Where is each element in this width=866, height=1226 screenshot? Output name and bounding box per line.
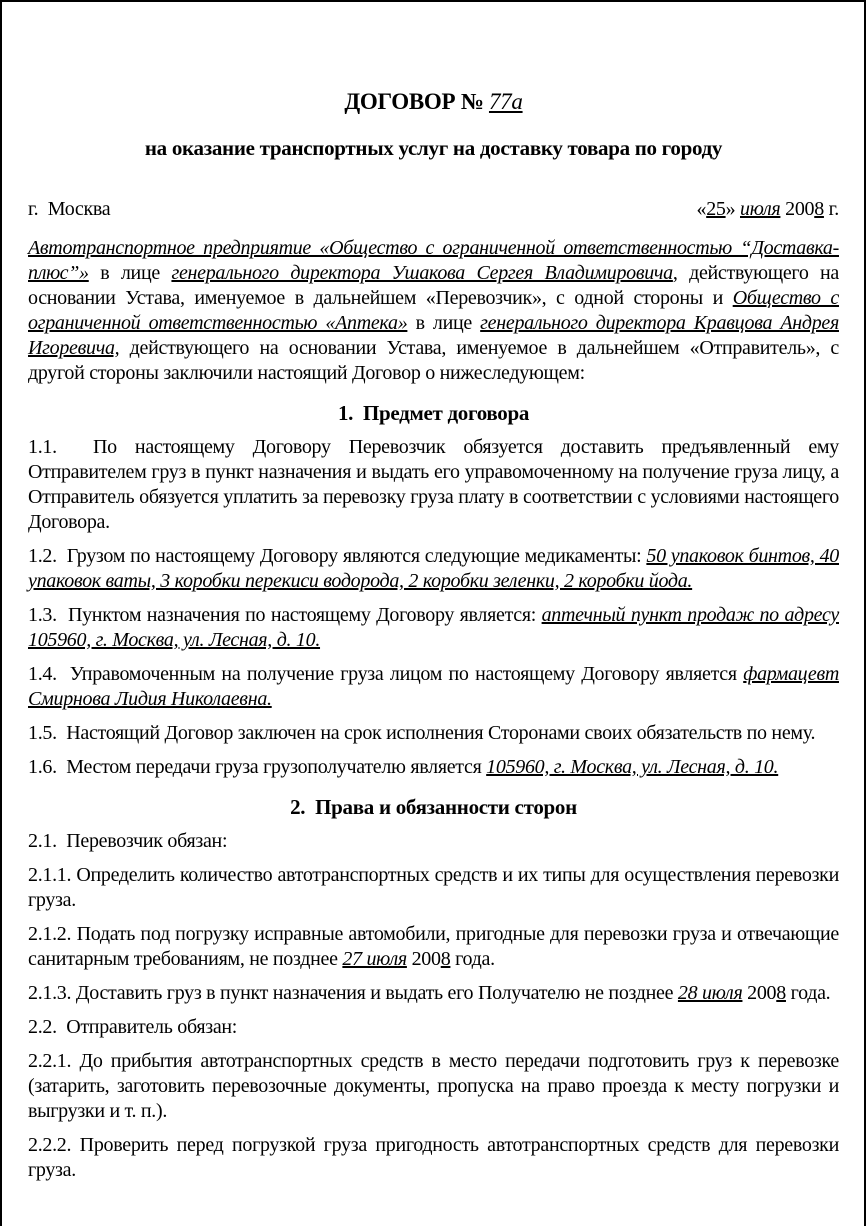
clause-1-3 bbox=[28, 603, 839, 653]
city-label: г. Москва bbox=[28, 198, 111, 220]
section-1-heading: 1. Предмет договора bbox=[337, 401, 530, 425]
text-segment: Проверить перед погрузкой груза пригодность автотранспортных средств для перевозки груза. bbox=[28, 1134, 839, 1181]
text-segment: Определить количество автотранспортных средств и их типы для осуществления перевозки груза. bbox=[28, 864, 839, 911]
clause-1-5 bbox=[28, 721, 839, 746]
text-segment: » bbox=[725, 198, 740, 220]
text-segment: До прибытия автотранспортных средств в место передачи подготовить груз к перевозке (затарить, заготовить перевозочные документы, пропуска на право проезда к месту погрузки и выгрузки и т. п.). bbox=[28, 1050, 840, 1122]
clause-2-2-1 bbox=[28, 1049, 839, 1124]
text-segment: 50 упаковок бинтов, 40 упаковок ваты, 3 коробки перекиси водорода, 2 коробки зеленки, 2 коробки йода. bbox=[28, 545, 839, 592]
text-segment: фармацевт Смирнова Лидия Николаевна. bbox=[28, 663, 839, 710]
text-segment: Подать под погрузку исправные автомобили, пригодные для перевозки груза и отвечающие санитарным требованиям, не позднее bbox=[28, 923, 839, 970]
clause-number: 1.1. bbox=[28, 436, 75, 458]
preamble-paragraph bbox=[28, 236, 839, 386]
document-subtitle: на оказание транспортных услуг на доставку товара по городу bbox=[144, 136, 723, 160]
text-segment: июля bbox=[740, 198, 781, 220]
clause-number: 2.1.2. bbox=[28, 923, 72, 945]
text-segment: Отправитель обязан: bbox=[66, 1016, 238, 1038]
text-segment: По настоящему Договору Перевозчик обязуется доставить предъявленный ему Отправителем груз в пункт назначения и выдать его управомоченному на получение груза лицу, а Отправитель обязуется уплатить за перевозку груза плату в соответствии с условиями настоящего Договора. bbox=[28, 436, 839, 533]
clause-number: 1.5. bbox=[28, 722, 62, 744]
clause-number: 1.2. bbox=[28, 545, 62, 567]
sections-container bbox=[28, 400, 839, 1183]
clause-2-1-3 bbox=[28, 981, 839, 1006]
clause-2-2 bbox=[28, 1015, 839, 1040]
text-segment: 200 bbox=[406, 948, 441, 970]
city-date-row bbox=[28, 197, 839, 222]
text-segment: года. bbox=[450, 948, 495, 970]
text-segment: Пунктом назначения по настоящему Договору является: bbox=[67, 604, 542, 626]
text-segment: 28 июля bbox=[677, 982, 743, 1004]
text-segment: действующего на основании Устава, именуемое в дальнейшем «Отправитель», с другой стороны заключили настоящий Договор о нижеследующем: bbox=[28, 337, 839, 384]
text-segment: , действующего на основании Устава, именуемое в дальнейшем «Перевозчик», с одной стороны и bbox=[28, 262, 839, 309]
text-segment: в лице bbox=[407, 312, 481, 334]
clause-2-1-1 bbox=[28, 863, 839, 913]
clause-number: 2.1. bbox=[28, 830, 62, 852]
clause-2-1-2 bbox=[28, 922, 839, 972]
text-segment: 25 bbox=[706, 198, 726, 220]
text-segment: 200 bbox=[780, 198, 815, 220]
document-title bbox=[28, 88, 839, 115]
text-segment: г. bbox=[823, 198, 839, 220]
text-segment: Доставить груз в пункт назначения и выдать его Получателю не позднее bbox=[75, 982, 678, 1004]
text-segment: « bbox=[696, 198, 707, 220]
text-segment: Общество с ограниченной ответственностью «Аптека» bbox=[28, 287, 840, 334]
text-segment: генерального директора Ушакова Сергея Владимировича bbox=[171, 262, 673, 284]
text-segment: 8 bbox=[814, 198, 824, 220]
text-segment: Автотранспортное предприятие «Общество с ограниченной ответственностью “Доставка-плюс”» bbox=[28, 237, 839, 284]
text-segment: 77а bbox=[488, 89, 523, 114]
text-segment: Перевозчик обязан: bbox=[66, 830, 228, 852]
text-segment: Управомоченным на получение груза лицом по настоящему Договору является bbox=[69, 663, 744, 685]
text-segment: 8 bbox=[776, 982, 786, 1004]
clause-1-1 bbox=[28, 435, 839, 535]
clause-number: 2.1.1. bbox=[28, 864, 72, 886]
text-segment: 27 июля bbox=[342, 948, 407, 970]
contract-date bbox=[696, 197, 839, 222]
text-segment: 200 bbox=[742, 982, 777, 1004]
clause-1-6 bbox=[28, 755, 839, 780]
section-2-heading: 2. Права и обязанности сторон bbox=[290, 795, 577, 819]
text-segment: Настоящий Договор заключен на срок исполнения Сторонами своих обязательств по нему. bbox=[66, 722, 816, 744]
clause-number: 1.4. bbox=[28, 663, 64, 685]
text-segment: года. bbox=[785, 982, 831, 1004]
clause-2-2-2 bbox=[28, 1133, 839, 1183]
text-segment: генерального директора Кравцова Андрея Игоревича, bbox=[28, 312, 839, 359]
clause-number: 2.2.2. bbox=[28, 1134, 72, 1156]
clause-number: 2.2.1. bbox=[28, 1050, 72, 1072]
text-segment: Местом передачи груза грузополучателю является bbox=[66, 756, 487, 778]
text-segment: 105960, г. Москва, ул. Лесная, д. 10. bbox=[486, 756, 779, 778]
clause-number: 1.6. bbox=[28, 756, 62, 778]
text-segment: ДОГОВОР № bbox=[344, 89, 489, 114]
clause-number: 2.1.3. bbox=[28, 982, 72, 1004]
clause-number: 2.2. bbox=[28, 1016, 62, 1038]
text-segment: 8 bbox=[440, 948, 451, 970]
clause-1-2 bbox=[28, 544, 839, 594]
clause-2-1 bbox=[28, 829, 839, 854]
text-segment: Грузом по настоящему Договору являются следующие медикаменты: bbox=[66, 545, 647, 567]
text-segment: аптечный пункт продаж по адресу 105960, г. Москва, ул. Лесная, д. 10. bbox=[28, 604, 839, 651]
clause-1-4 bbox=[28, 662, 839, 712]
clause-number: 1.3. bbox=[28, 604, 63, 626]
text-segment: в лице bbox=[88, 262, 172, 284]
